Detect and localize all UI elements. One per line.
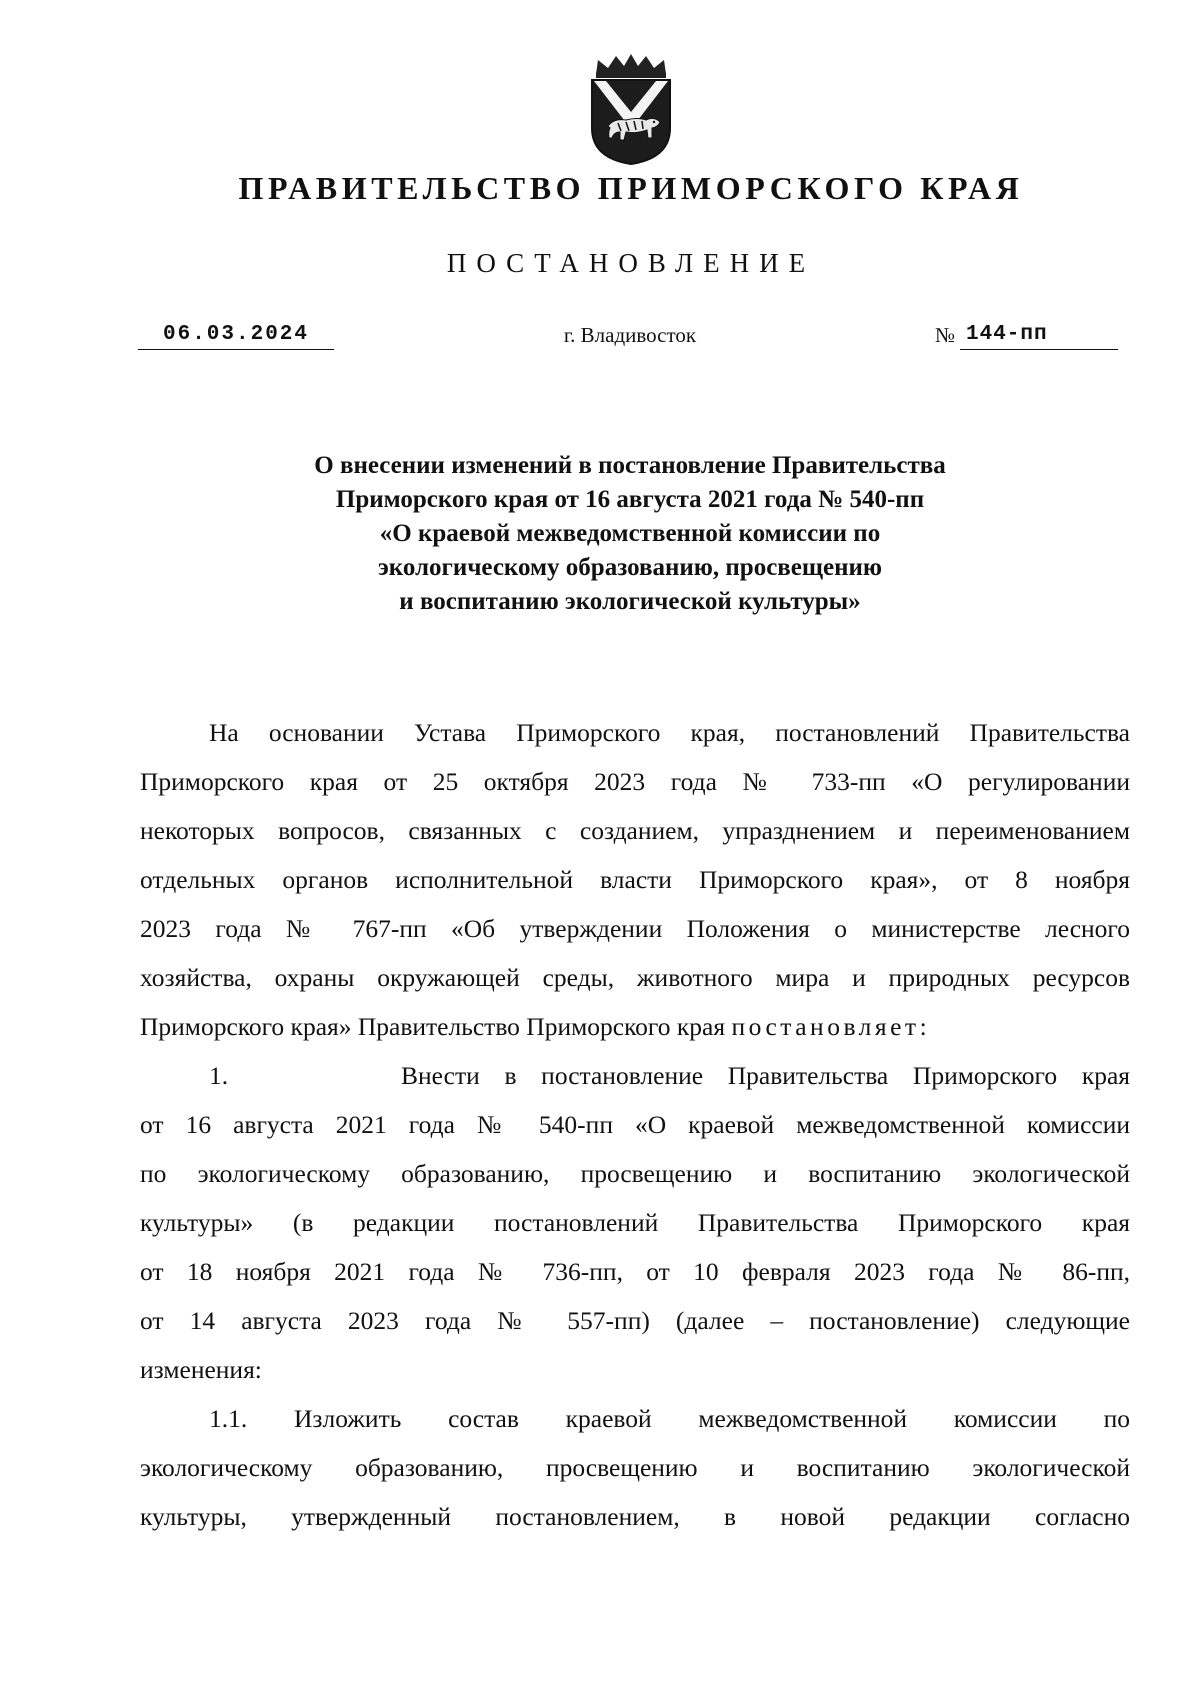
coat-of-arms-icon <box>584 54 678 166</box>
item-1-last-line: изменения: <box>140 1355 262 1384</box>
document-subject <box>200 449 1060 619</box>
item-1-line: от 16 августа 2021 года № 540-пп «О краевой межведомственной комиссии <box>140 1110 1130 1139</box>
subject-line: и воспитанию экологической культуры» <box>399 588 861 615</box>
preamble-line: На основании Устава Приморского края, постановлений Правительства <box>209 718 1130 747</box>
organization-title: ПРАВИТЕЛЬСТВО ПРИМОРСКОГО КРАЯ <box>238 170 1024 206</box>
item-1-line: культуры» (в редакции постановлений Правительства Приморского края <box>140 1208 1130 1237</box>
number-sign: № <box>935 323 956 347</box>
resolves-word: постановляет: <box>731 1012 931 1041</box>
item-1-1-line: экологическому образованию, просвещению и воспитанию экологической <box>140 1453 1130 1482</box>
document-type: ПОСТАНОВЛЕНИЕ <box>446 248 816 278</box>
preamble-line: Приморского края от 25 октября 2023 года № 733-пп «О регулировании <box>140 767 1130 796</box>
document-body <box>140 708 1130 1541</box>
preamble-last-text: Приморского края» Правительство Приморского края <box>140 1012 732 1041</box>
item-1-line: от 14 августа 2023 года № 557-пп) (далее – постановление) следующие <box>140 1306 1130 1335</box>
subject-line: «О краевой межведомственной комиссии по <box>379 520 881 547</box>
document-date: 06.03.2024 <box>138 322 334 350</box>
subject-line: экологическому образованию, просвещению <box>377 554 883 581</box>
item-1-line: от 18 ноября 2021 года № 736-пп, от 10 февраля 2023 года № 86-пп, <box>140 1257 1130 1286</box>
preamble-line: хозяйства, охраны окружающей среды, животного мира и природных ресурсов <box>140 963 1130 992</box>
preamble-line: 2023 года № 767-пп «Об утверждении Положения о министерстве лесного <box>140 914 1130 943</box>
preamble-line: некоторых вопросов, связанных с созданием, упразднением и переименованием <box>140 816 1130 845</box>
subject-line: О внесении изменений в постановление Правительства <box>314 452 946 479</box>
item-1-first-line <box>140 1051 1130 1100</box>
preamble-last-line <box>140 1002 1130 1051</box>
item-1-line: по экологическому образованию, просвещению и воспитанию экологической <box>140 1159 1130 1188</box>
item-1-number: 1. <box>209 1061 229 1090</box>
item-1-1-line: культуры, утвержденный постановлением, в новой редакции согласно <box>140 1502 1130 1531</box>
document-number: 144-пп <box>960 322 1118 350</box>
subject-line: Приморского края от 16 августа 2021 года № 540-пп <box>335 486 925 513</box>
item-1-text: Внести в постановление Правительства Приморского края <box>401 1061 1131 1090</box>
preamble-line: отдельных органов исполнительной власти Приморского края», от 8 ноября <box>140 865 1130 894</box>
document-city: г. Владивосток <box>563 323 697 347</box>
item-1-1-first-line: 1.1. Изложить состав краевой межведомственной комиссии по <box>209 1404 1130 1433</box>
